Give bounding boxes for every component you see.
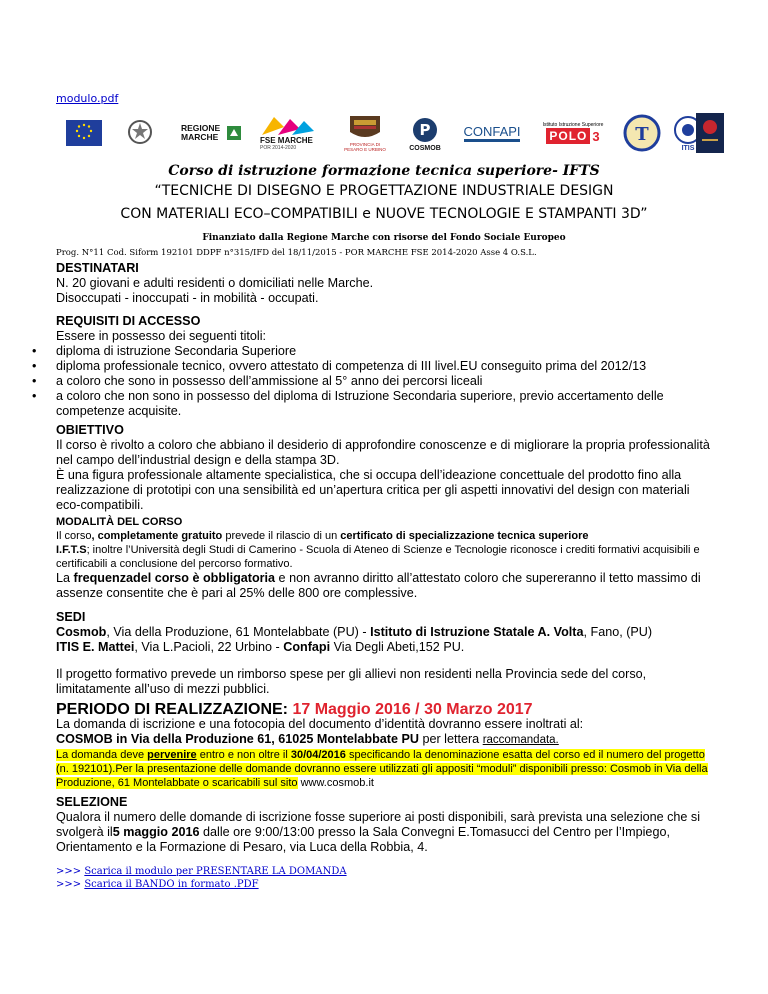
regione-marche-logo: REGIONE MARCHE <box>176 108 246 158</box>
camerino-logo <box>692 108 728 158</box>
section-destinatari <box>56 261 716 306</box>
sedi-heading: SEDI <box>56 610 86 624</box>
course-title-line1: “TECNICHE DI DISEGNO E PROGETTAZIONE INDUSTRIALE DESIGN <box>154 183 614 199</box>
volta-crest-logo <box>620 108 664 158</box>
obiettivo-heading: OBIETTIVO <box>56 423 124 437</box>
periodo-heading: PERIODO DI REALIZZAZIONE: 17 Maggio 2016 / 30 Marzo 2017 <box>56 701 533 718</box>
download-bando-link[interactable]: >>> Scarica il BANDO in formato .PDF <box>56 879 259 890</box>
periodo-line: COSMOB in Via della Produzione 61, 61025 Montelabbate PU per lettera raccomandata. <box>56 732 559 746</box>
section-requisiti <box>56 314 716 419</box>
download-modulo-link[interactable]: >>> Scarica il modulo per PRESENTARE LA DOMANDA <box>56 866 347 877</box>
modalita-paragraph: La frequenzadel corso è obbligatoria e non avranno diritto all’attestato coloro che supereranno il tetto massimo di assenze consentite che è pari al 25% delle 800 ore complessive. <box>56 571 701 600</box>
list-item: • diploma professionale tecnico, ovvero attestato di competenza di III livel.EU conseguito prima del 2012/13 <box>56 359 716 374</box>
fse-marche-logo: FSE MARCHE POR 2014-2020 <box>260 108 330 158</box>
modalita-paragraph: Il corso, completamente gratuito prevede il rilascio di un certificato di specializzazione tecnica superiore <box>56 530 589 542</box>
course-title-line2: CON MATERIALI ECO–COMPATIBILI e NUOVE TECNOLOGIE E STAMPANTI 3D” <box>120 206 648 222</box>
modalita-paragraph: I.F.T.S; inoltre l’Università degli Studi di Camerino - Scuola di Ateneo di Scienze e Tecnologie riconosce i crediti formativi acquisibili e certificabili a conclusione del percorso formativo. <box>56 544 700 570</box>
requisiti-intro: Essere in possesso dei seguenti titoli: <box>56 329 267 343</box>
sedi-line: ITIS E. Mattei, Via L.Pacioli, 22 Urbino - Confapi Via Degli Abeti,152 PU. <box>56 640 465 654</box>
requisiti-list <box>56 344 716 419</box>
sedi-line: Cosmob, Via della Produzione, 61 Montelabbate (PU) - Istituto di Istruzione Statale A. Volta, Fano, (PU) <box>56 625 653 639</box>
financed-line: Finanziato dalla Regione Marche con risorse del Fondo Sociale Europeo <box>202 233 566 243</box>
section-modalita <box>56 515 716 601</box>
rimborso-paragraph: Il progetto formativo prevede un rimborso spese per gli allievi non residenti nella Provincia sede del corso, limitatamente all’uso di mezzi pubblici. <box>56 667 647 696</box>
svg-text:T: T <box>635 124 649 145</box>
list-item: • a coloro che sono in possesso dell’ammissione al 5° anno dei percorsi liceali <box>56 374 716 389</box>
periodo-line: La domanda di iscrizione e una fotocopia del documento d’identità dovranno essere inoltrati al: <box>56 717 584 731</box>
confapi-logo: CONFAPI <box>460 108 524 158</box>
logo-strip <box>64 108 714 158</box>
obiettivo-paragraph: È una figura professionale altamente specialistica, che si occupa dell’ideazione concettuale del prodotto fino alla realizzazione di prototipi con una sensibilità ed un’apertura critica per gli aspetti innovativi del design con materiali eco-compatibili. <box>56 468 690 512</box>
section-selezione <box>56 795 716 855</box>
destinatari-heading: DESTINATARI <box>56 261 139 275</box>
eu-flag-logo <box>64 108 104 158</box>
obiettivo-paragraph: Il corso è rivolto a coloro che abbiano il desiderio di approfondire conoscenze e di migliorare la propria professionalità nel campo dell’industrial design e della stampa 3D. <box>56 438 710 467</box>
destinatari-line: Disoccupati - inoccupati - in mobilità - occupati. <box>56 291 319 305</box>
section-periodo <box>56 702 716 790</box>
italy-emblem-logo <box>124 108 156 158</box>
list-item: • diploma di istruzione Secondaria Superiore <box>56 344 716 359</box>
polo3-logo: Istituto Istruzione Superiore POLO 3 <box>542 122 604 144</box>
selezione-heading: SELEZIONE <box>56 795 128 809</box>
svg-text:P: P <box>419 120 431 139</box>
itis-logo: ITIS <box>668 108 708 158</box>
modalita-heading: MODALITÀ DEL CORSO <box>56 516 183 528</box>
requisiti-heading: REQUISITI DI ACCESSO <box>56 314 201 328</box>
selezione-paragraph: Qualora il numero delle domande di iscrizione fosse superiore ai posti disponibili, sarà prevista una selezione che si svolgerà il5 maggio 2016 dalle ore 9:00/13:00 presso la Sala Convegni E.Tomasucci del Centro per l’Impiego, Orientamento e la Formazione di Pesaro, via Luca della Robbia, 4. <box>56 810 701 854</box>
top-pdf-link[interactable]: modulo.pdf <box>56 92 119 105</box>
cosmob-logo: P COSMOB <box>400 108 450 158</box>
provincia-pesaro-logo: PROVINCIA DI PESARO E URBINO <box>340 108 390 158</box>
section-sedi <box>56 610 716 697</box>
list-item: • a coloro che non sono in possesso del diploma di Istruzione Secondaria superiore, previo accertamento delle competenze acquisite. <box>56 389 716 419</box>
course-subtitle: Corso di istruzione formazione tecnica superiore- IFTS <box>168 163 600 179</box>
project-code: Prog. N°11 Cod. Siform 192101 DDPF n°315/IFD del 18/11/2015 - POR MARCHE FSE 2014-2020 Asse 4 O.S.L. <box>56 248 537 258</box>
section-obiettivo <box>56 423 716 513</box>
periodo-highlight: La domanda deve pervenire entro e non oltre il 30/04/2016 specificando la denominazione esatta del corso ed il numero del progetto (n. 192101).Per la presentazione delle domande dovranno essere utilizzati gli appositi “moduli” disponibili presso: Cosmob in Via della Produzione, 61 Montelabbate o scaricabili sul sito www.cosmob.it <box>56 749 708 789</box>
destinatari-line: N. 20 giovani e adulti residenti o domiciliati nelle Marche. <box>56 276 374 290</box>
